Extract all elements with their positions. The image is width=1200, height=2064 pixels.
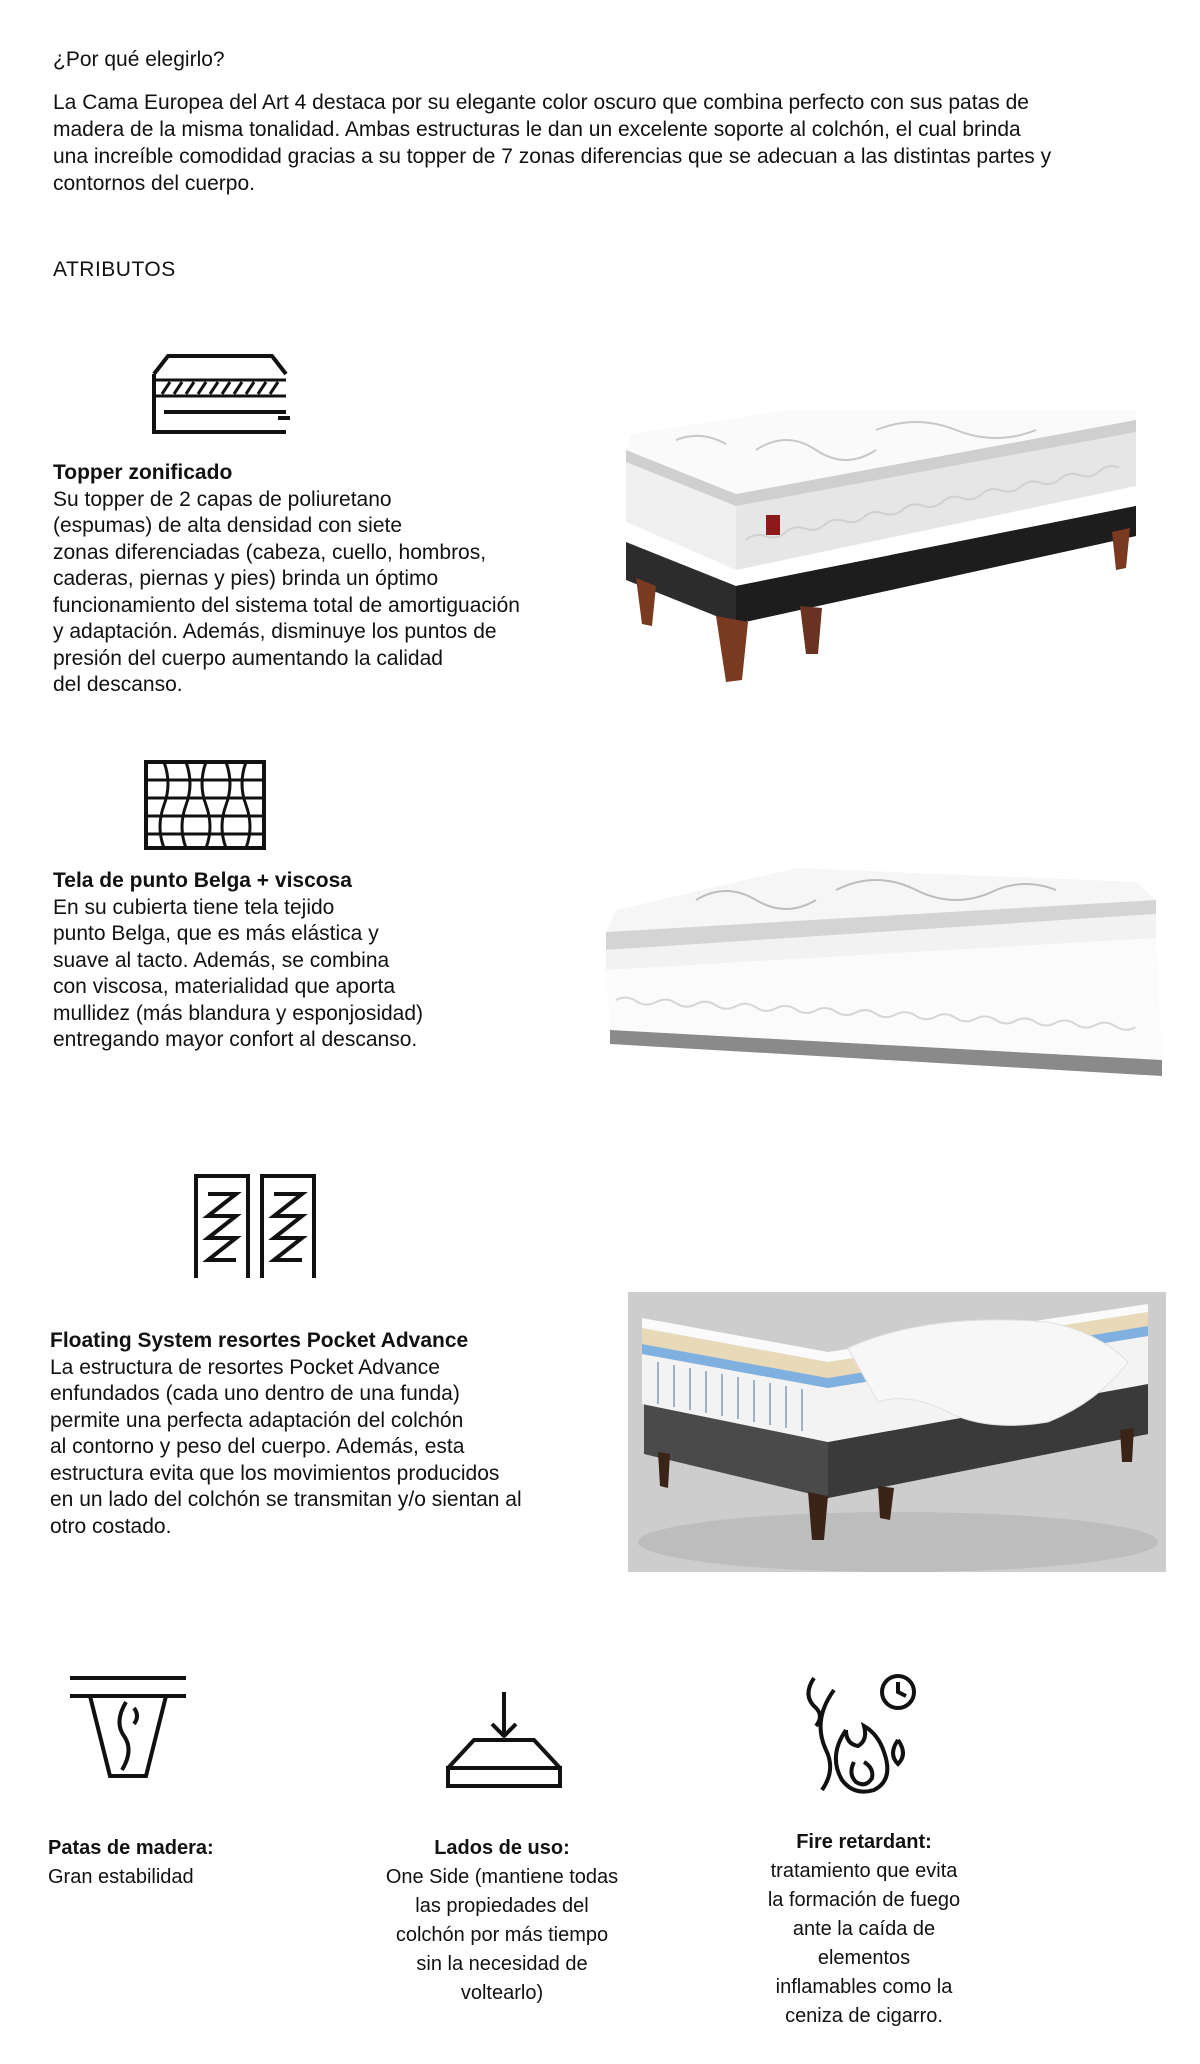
feature-description: Su topper de 2 capas de poliuretano (espumas) de alta densidad con siete zonas diferenciadas (cabeza, cuello, hombros, caderas, piernas y pies) brinda un óptimo funcionamiento del sistema total de amortiguación y adaptación. Además, disminuye los puntos de presión del cuerpo aumentando la calidad del descanso. <box>53 487 520 696</box>
mattress-photo <box>576 860 1170 1100</box>
intro-paragraph: La Cama Europea del Art 4 destaca por su elegante color oscuro que combina perfecto con sus patas de madera de la misma tonalidad. Ambas estructuras le dan un excelente soporte al colchón, el cual brinda una increíble comodidad gracias a su topper de 7 zonas diferencias que se adecuan a las distintas partes y contornos del cuerpo. <box>53 91 1052 195</box>
feature-title: Floating System resortes Pocket Advance <box>50 1329 469 1352</box>
feature-description: En su cubierta tiene tela tejido punto Belga, que es más elástica y suave al tacto. Además, se combina con viscosa, materialidad que aporta mullidez (más blandura y esponjosidad) entregando mayor confort al descanso. <box>53 895 424 1051</box>
feature-title: Tela de punto Belga + viscosa <box>53 869 352 892</box>
feature-title: Lados de uso: <box>434 1837 570 1859</box>
feature-title: Topper zonificado <box>53 461 233 484</box>
bed-photo-dark-base <box>616 410 1150 700</box>
feature-fire-retardant <box>714 1828 1014 2031</box>
one-side-pressure-icon <box>444 1690 564 1790</box>
feature-title: Fire retardant: <box>796 1831 932 1853</box>
feature-description: La estructura de resortes Pocket Advance enfundados (cada uno dentro de una funda) permite una perfecta adaptación del colchón al contorno y peso del cuerpo. Además, esta estructura evita que los movimientos producidos en un lado del colchón se transmitan y/o sientan al otro costado. <box>50 1355 522 1538</box>
feature-springs <box>50 1328 610 1540</box>
feature-description: Gran estabilidad <box>48 1866 194 1888</box>
section-title-why: ¿Por qué elegirlo? <box>53 48 225 71</box>
feature-wooden-legs <box>48 1834 348 1892</box>
attributes-heading: ATRIBUTOS <box>53 258 176 281</box>
feature-fabric <box>53 868 593 1054</box>
layered-mattress-icon <box>148 352 290 436</box>
feature-description: One Side (mantiene todas las propiedades del colchón por más tiempo sin la necesidad de voltearlo) <box>385 1866 619 2004</box>
feature-title: Patas de madera: <box>48 1837 214 1859</box>
feature-use-sides <box>352 1834 652 2008</box>
pocket-springs-icon <box>192 1170 320 1280</box>
knit-fabric-icon <box>142 758 268 852</box>
fire-clock-icon <box>804 1670 924 1798</box>
bed-cutaway-photo <box>628 1292 1166 1572</box>
feature-topper <box>53 460 613 699</box>
wooden-leg-icon <box>68 1672 188 1782</box>
feature-description: tratamiento que evita la formación de fuego ante la caída de elementos inflamables como la ceniza de cigarro. <box>767 1860 961 2027</box>
